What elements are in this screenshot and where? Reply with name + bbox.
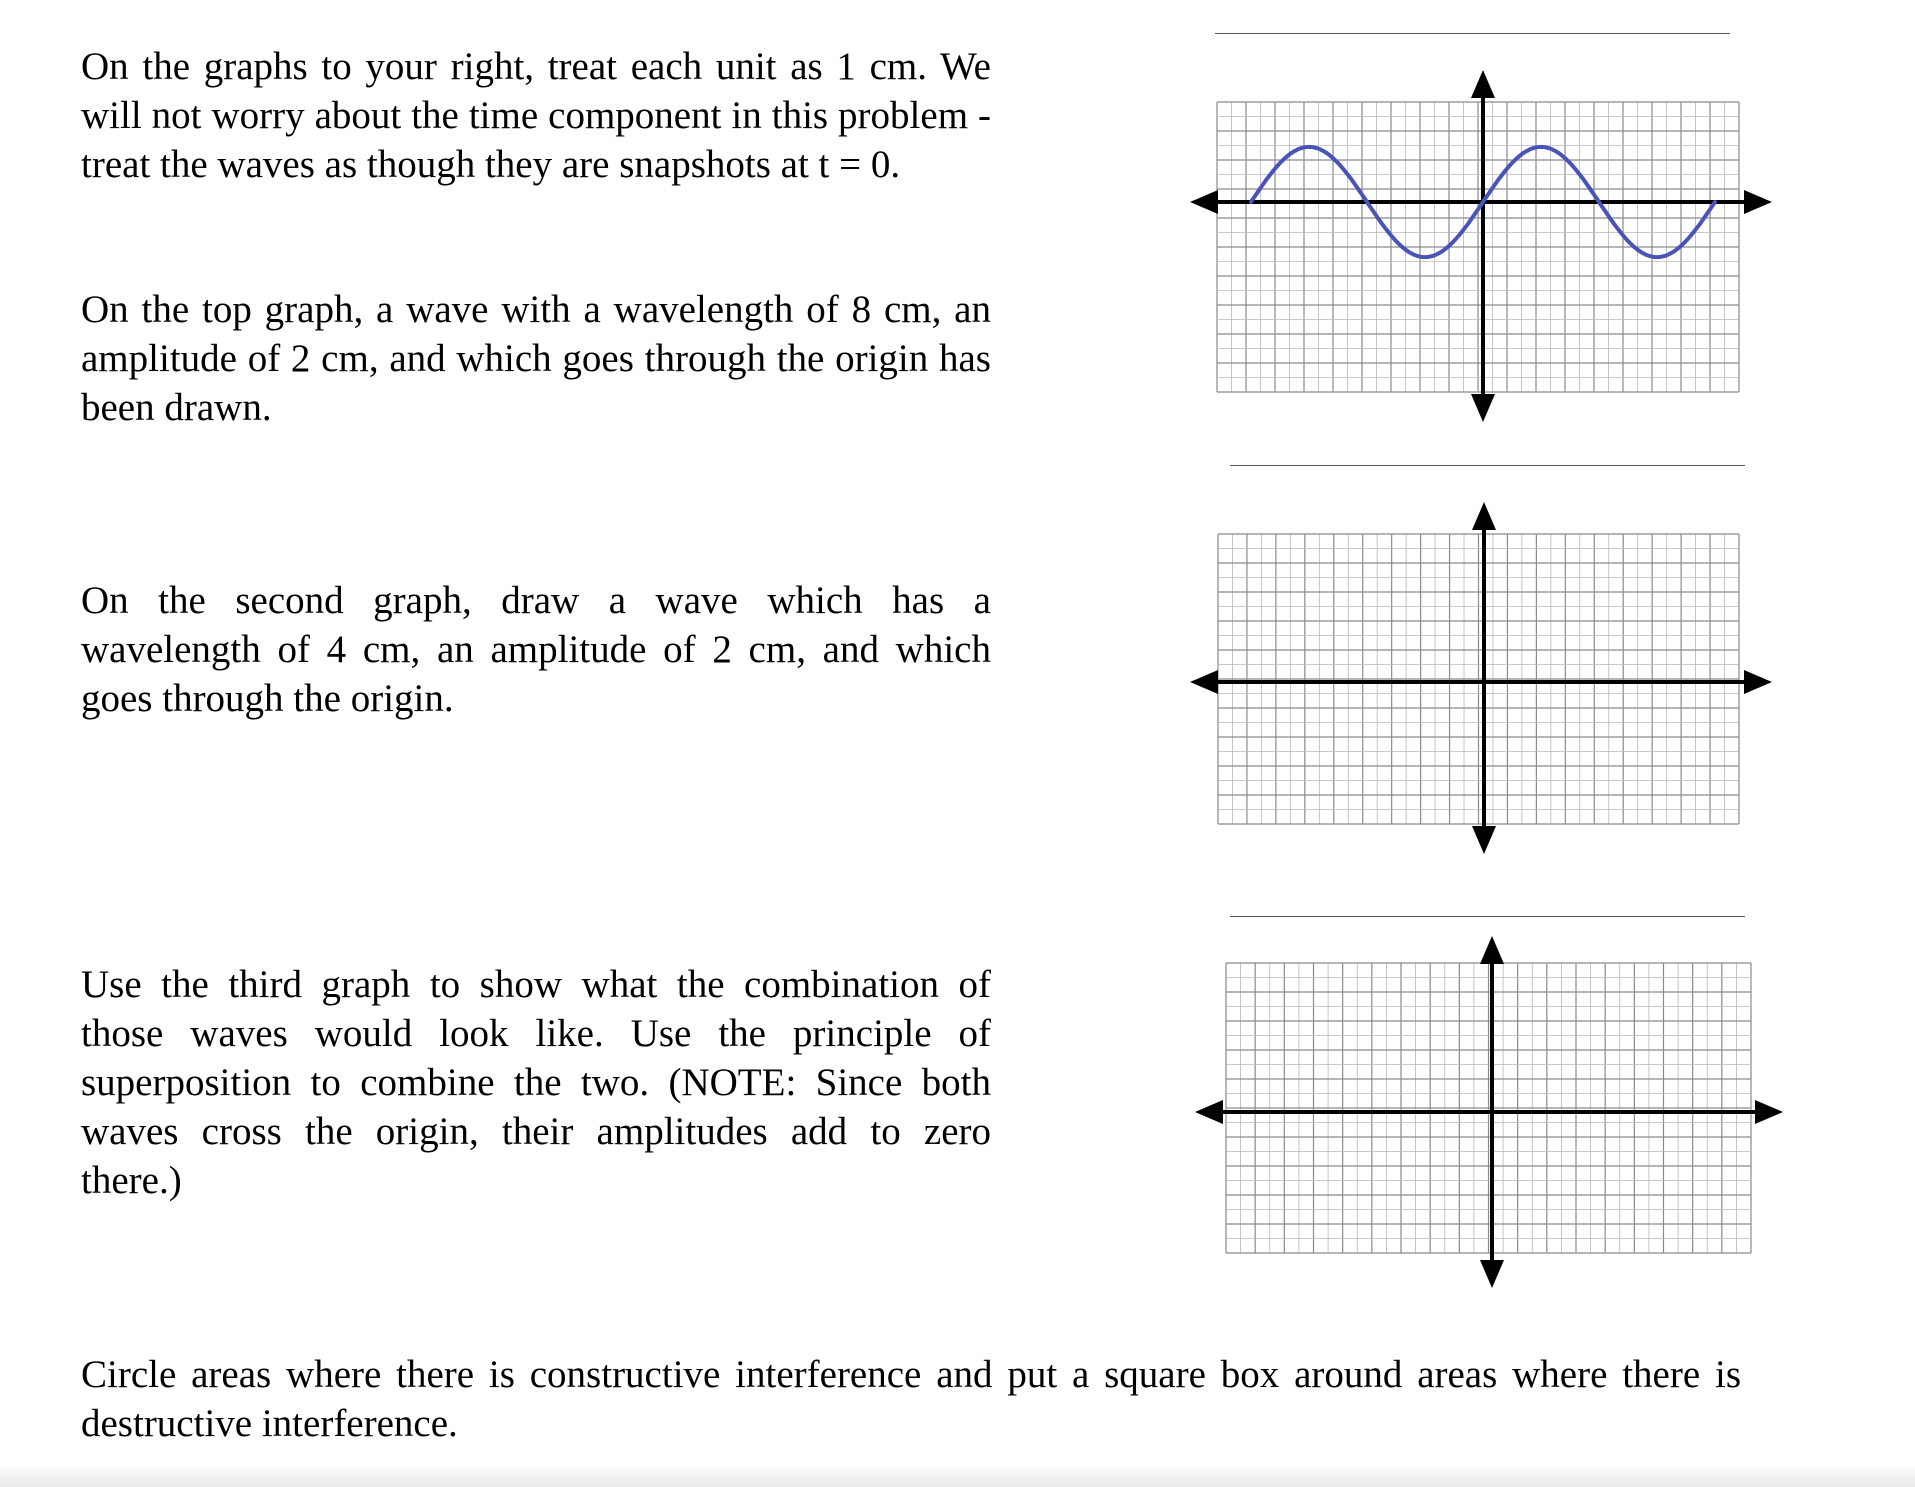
- answer-line-second[interactable]: [1230, 465, 1745, 466]
- page-edge-shadow: [0, 1465, 1915, 1487]
- instruction-closing: Circle areas where there is constructive interference and put a square box around areas where there is destructive interference.: [81, 1353, 1741, 1445]
- answer-line-third[interactable]: [1230, 916, 1745, 917]
- grid: [1217, 102, 1739, 392]
- instruction-second-graph: On the second graph, draw a wave which has a wavelength of 4 cm, an amplitude of 2 cm, and which goes through the origin.: [81, 579, 991, 720]
- x-axis-left-arrow: [1190, 190, 1218, 214]
- x-axis-right-arrow: [1755, 1100, 1783, 1124]
- grid: [1226, 963, 1751, 1253]
- answer-line-top[interactable]: [1215, 33, 1730, 34]
- x-axis-right-arrow: [1744, 670, 1772, 694]
- y-axis-down-arrow: [1472, 826, 1496, 854]
- instruction-top-graph: On the top graph, a wave with a wavelength of 8 cm, an amplitude of 2 cm, and which goes through the origin has been drawn.: [81, 288, 991, 429]
- x-axis-left-arrow: [1190, 670, 1218, 694]
- third-graph[interactable]: [1195, 936, 1785, 1296]
- grid: [1218, 534, 1739, 824]
- x-axis-right-arrow: [1744, 190, 1772, 214]
- y-axis-up-arrow: [1480, 936, 1504, 964]
- instruction-intro: On the graphs to your right, treat each unit as 1 cm. We will not worry about the time component in this problem - treat the waves as though they are snapshots at t = 0.: [81, 45, 991, 186]
- x-axis-left-arrow: [1195, 1100, 1223, 1124]
- second-graph[interactable]: [1190, 502, 1775, 862]
- instruction-third-graph: Use the third graph to show what the combination of those waves would look like. Use the principle of superposition to combine the two. (NOTE: Since both waves cross the origin, their amplitudes add to zero there.): [81, 963, 991, 1202]
- y-axis-down-arrow: [1471, 394, 1495, 422]
- y-axis-up-arrow: [1471, 70, 1495, 98]
- top-graph[interactable]: [1190, 70, 1775, 430]
- y-axis-down-arrow: [1480, 1260, 1504, 1288]
- y-axis-up-arrow: [1472, 502, 1496, 530]
